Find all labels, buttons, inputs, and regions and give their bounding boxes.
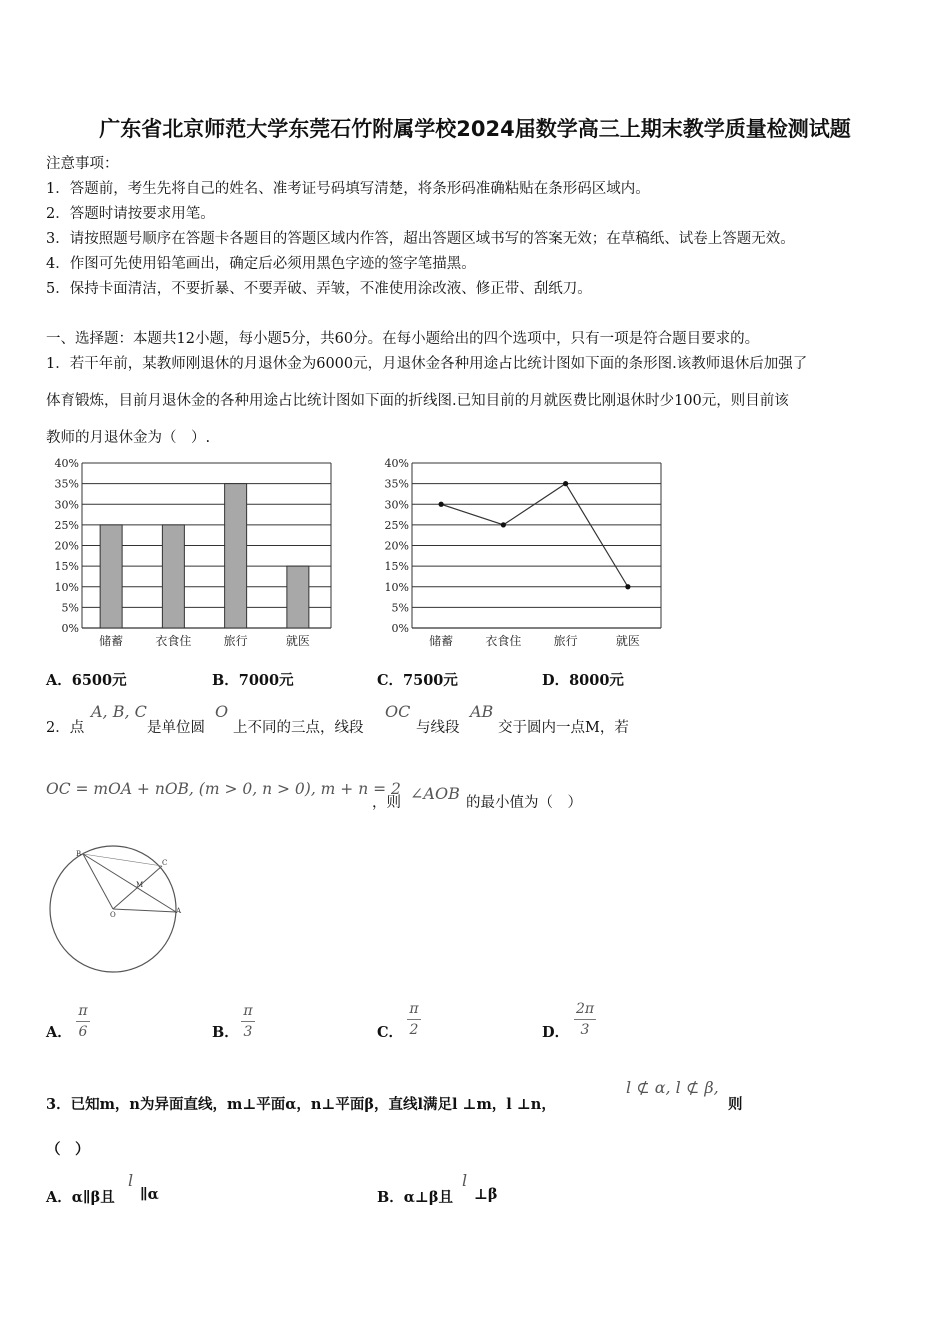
notice-heading: 注意事项： xyxy=(46,156,119,172)
unit-circle-figure xyxy=(46,838,216,976)
y-tick-label: 5% xyxy=(391,601,409,615)
label-o: O xyxy=(110,911,116,919)
x-tick-label: 储蓄 xyxy=(429,634,454,648)
y-tick-label: 40% xyxy=(54,457,79,470)
y-tick-label: 30% xyxy=(384,498,409,512)
bar xyxy=(225,484,247,628)
series-line xyxy=(441,484,628,587)
y-tick-label: 15% xyxy=(54,560,79,574)
x-tick-label: 储蓄 xyxy=(99,634,124,648)
question-1-line: 体育锻炼，目前月退休金的各种用途占比统计图如下面的折线图.已知目前的月就医费比刚退休时少100元，则目前该 xyxy=(46,393,789,409)
y-tick-label: 0% xyxy=(61,622,79,635)
section-heading: 一、选择题：本题共12小题，每小题5分，共60分。在每小题给出的四个选项中，只有一项是符合题目要求的。 xyxy=(46,331,760,347)
x-tick-label: 衣食住 xyxy=(485,634,522,648)
x-tick-label: 就医 xyxy=(285,634,310,648)
x-tick-label: 就医 xyxy=(615,634,640,648)
math-circle: O xyxy=(215,702,229,721)
x-tick-label: 旅行 xyxy=(553,634,578,648)
math-equation: OC = mOA + nOB, (m > 0, n > 0), m + n = 2 xyxy=(46,780,401,798)
question-2-text: 与线段 xyxy=(416,720,460,736)
question-2-text: 交于圆内一点M，若 xyxy=(498,720,629,736)
notice-item: 3．请按照题号顺序在答题卡各题目的答题区域内作答，超出答题区域书写的答案无效；在草稿纸、试卷上答题无效。 xyxy=(46,231,795,247)
question-2-text: ，则 xyxy=(372,795,401,811)
data-point xyxy=(501,522,506,527)
math-line-l: l xyxy=(128,1171,134,1190)
option-a: A．6500元 xyxy=(46,672,127,689)
x-tick-label: 旅行 xyxy=(223,634,248,648)
bar xyxy=(287,566,309,628)
question-3-text: 则 xyxy=(728,1096,743,1113)
label-c: C xyxy=(162,859,168,867)
y-tick-label: 20% xyxy=(384,539,409,553)
notice-item: 5．保持卡面清洁，不要折暴、不要弄破、弄皱，不准使用涂改液、修正带、刮纸刀。 xyxy=(46,281,592,297)
y-tick-label: 20% xyxy=(54,539,79,553)
notice-item: 2．答题时请按要求用笔。 xyxy=(46,206,215,222)
question-1-line: 教师的月退休金为（ ）. xyxy=(46,430,211,446)
segment-ob xyxy=(83,854,113,909)
segment-bc xyxy=(83,854,162,866)
x-tick-label: 衣食住 xyxy=(155,634,192,648)
option-c: C．7500元 xyxy=(377,672,458,689)
data-point xyxy=(563,481,568,486)
question-2-text: 2．点 xyxy=(46,720,85,736)
option-b: B．7000元 xyxy=(212,672,294,689)
question-1-line: 1．若干年前，某教师刚退休的月退休金为6000元，月退休金各种用途占比统计图如下面的条形图.该教师退休后加强了 xyxy=(46,356,808,372)
label-a: A xyxy=(176,907,182,915)
q3-option-b-rel: ⊥β xyxy=(474,1186,498,1203)
math-angle: ∠AOB xyxy=(410,784,460,803)
q2-option-c-value: π 2 xyxy=(407,1000,421,1039)
y-tick-label: 10% xyxy=(384,580,409,594)
q2-option-b-label: B． xyxy=(212,1024,239,1041)
q2-option-d-value: 2π 3 xyxy=(575,1001,595,1038)
question-3-blank: （ ） xyxy=(46,1141,90,1158)
question-3-text: 3．已知m，n为异面直线，m⊥平面α，n⊥平面β，直线l满足l ⊥m，l ⊥n， xyxy=(46,1096,556,1113)
notice-item: 4．作图可先使用铅笔画出，确定后必须用黑色字迹的签字笔描黑。 xyxy=(46,256,476,272)
page-title: 广东省北京师范大学东莞石竹附属学校2024届数学高三上期末教学质量检测试题 xyxy=(99,117,851,141)
question-2-text: 的最小值为（ ） xyxy=(466,795,582,811)
y-tick-label: 25% xyxy=(54,518,79,532)
question-2-text: 上不同的三点，线段 xyxy=(233,720,364,736)
y-tick-label: 30% xyxy=(54,498,79,512)
q2-option-b-value: π 3 xyxy=(241,1002,255,1041)
y-tick-label: 35% xyxy=(384,477,409,491)
y-tick-label: 40% xyxy=(384,457,409,470)
q2-option-c-label: C． xyxy=(377,1024,404,1041)
q2-option-a-label: A． xyxy=(46,1024,72,1041)
q2-option-a-value: π 6 xyxy=(76,1002,90,1041)
label-m: M xyxy=(136,881,144,889)
math-segment-oc: OC xyxy=(385,702,411,721)
segment-oa xyxy=(113,909,176,912)
math-segment-ab: AB xyxy=(470,702,494,721)
math-line-l: l xyxy=(462,1171,468,1190)
y-tick-label: 35% xyxy=(54,477,79,491)
q3-option-a: A．α∥β且 xyxy=(46,1189,115,1206)
bar xyxy=(162,525,184,628)
y-tick-label: 0% xyxy=(391,622,409,635)
q2-option-d-label: D． xyxy=(542,1024,570,1041)
y-tick-label: 5% xyxy=(61,601,79,615)
q3-option-b: B．α⊥β且 xyxy=(377,1189,453,1206)
question-2-text: 是单位圆 xyxy=(147,720,205,736)
notice-item: 1．答题前，考生先将自己的姓名、准考证号码填写清楚，将条形码准确粘贴在条形码区域内。 xyxy=(46,181,650,197)
q3-option-a-rel: ∥α xyxy=(140,1186,159,1203)
option-d: D．8000元 xyxy=(542,672,624,689)
y-tick-label: 15% xyxy=(384,560,409,574)
data-point xyxy=(625,584,630,589)
math-points: A, B, C xyxy=(91,702,147,721)
y-tick-label: 10% xyxy=(54,580,79,594)
data-point xyxy=(439,502,444,507)
math-not-subset: l ⊄ α, l ⊄ β, xyxy=(626,1078,719,1097)
bar-chart xyxy=(40,452,340,657)
label-b: B xyxy=(76,850,82,858)
line-chart xyxy=(370,452,670,657)
y-tick-label: 25% xyxy=(384,518,409,532)
bar xyxy=(100,525,122,628)
